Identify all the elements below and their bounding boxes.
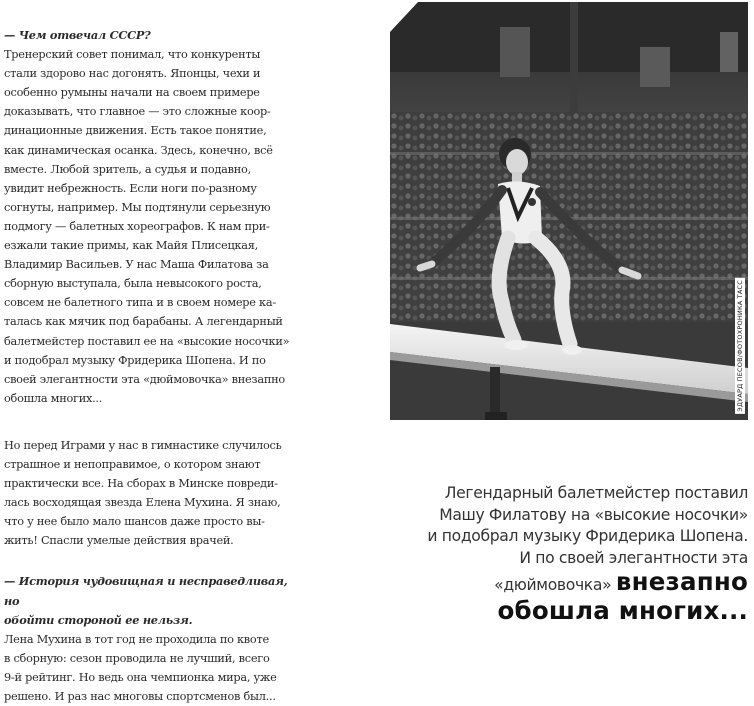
text-line: езжали такие примы, как Майя Плисецкая, <box>4 239 258 253</box>
paragraph-2 <box>4 436 304 551</box>
text-line: совсем не балетного типа и в своем номере ка- <box>4 296 276 310</box>
text-line: Тренерский совет понимал, что конкуренты <box>4 48 261 62</box>
text-line: Лена Мухина в тот год не проходила по квоте <box>4 632 269 646</box>
pull-quote-line <box>348 569 748 598</box>
pull-quote-emphasis: обошла многих... <box>497 596 748 626</box>
text-line: подмогу — балетных хореографов. К нам при- <box>4 219 270 233</box>
text-line: и подобрал музыку Фридерика Шопена. И по <box>4 353 266 367</box>
text-line: стали здорово нас догонять. Японцы, чехи и <box>4 67 261 81</box>
text-line: вместе. Любой зритель, а судья и подавно, <box>4 162 251 176</box>
text-line: — История чудовищная и несправедливая, но <box>4 574 288 608</box>
text-line: балетмейстер поставил ее на «высокие носочки» <box>4 334 290 348</box>
text-line: особенно румыны начали на своем примере <box>4 86 260 100</box>
interview-question-2 <box>4 572 304 629</box>
paragraph-3 <box>4 630 304 706</box>
paragraph-gap <box>4 550 304 572</box>
pull-quote-line: и подобрал музыку Фридерика Шопена. <box>427 527 748 546</box>
text-line: как динамическая осанка. Здесь, конечно, всё <box>4 143 273 157</box>
text-line: динационные движения. Есть такое понятие, <box>4 124 267 138</box>
text-line: согнуты, например. Мы подтянули серьезную <box>4 200 271 214</box>
text-line: что у нее было мало шансов даже просто вы- <box>4 515 265 529</box>
text-line: Но перед Играми у нас в гимнастике случилось <box>4 438 282 452</box>
paragraph-1 <box>4 45 304 408</box>
pull-quote-word: «дюймовочка» <box>494 576 616 595</box>
text-line: увидит небрежность. Если ноги по-разному <box>4 181 257 195</box>
text-line: Владимир Васильев. У нас Маша Филатова за <box>4 258 269 272</box>
text-line: 9-й рейтинг. Но ведь она чемпионка мира, уже <box>4 670 277 684</box>
text-line: в сборную: сезон проводила не лучший, всего <box>4 651 270 665</box>
text-line: обойти стороной ее нельзя. <box>4 612 193 627</box>
text-line: страшное и непоправимое, о котором знают <box>4 457 261 471</box>
text-line: доказывать, что главное — это сложные коор- <box>4 105 271 119</box>
pull-quote-emphasis: внезапно <box>615 567 748 597</box>
text-line: жить! Спасли умелые действия врачей. <box>4 534 234 548</box>
text-line: своей элегантности эта «дюймовочка» внезапно <box>4 372 285 386</box>
text-line: лась восходящая звезда Елена Мухина. Я знаю, <box>4 496 281 510</box>
text-line: практически все. На сборах в Минске повреди- <box>4 477 278 491</box>
article-text-column <box>4 26 304 706</box>
pull-quote <box>348 483 748 626</box>
photo-illustration <box>390 2 748 420</box>
pull-quote-line: Машу Филатову на «высокие носочки» <box>439 505 748 524</box>
interview-question-1: — Чем отвечал СССР? <box>4 28 151 42</box>
text-line: талась как мячик под барабаны. А легендарный <box>4 315 283 329</box>
photo-credit: ЭДУАРД ПЕСОВ/ФОТОХРОНИКА ТАСС <box>736 280 744 412</box>
pull-quote-line: И по своей элегантности эта <box>519 548 748 567</box>
text-line: обошла многих... <box>4 391 103 405</box>
gymnast-photo <box>390 2 748 420</box>
text-line: решено. И раз нас многовы спортсменов был... <box>4 690 276 703</box>
paragraph-gap <box>4 408 304 436</box>
text-line: сборную выступала, была невысокого роста, <box>4 277 262 291</box>
pull-quote-line: Легендарный балетмейстер поставил <box>444 484 748 502</box>
